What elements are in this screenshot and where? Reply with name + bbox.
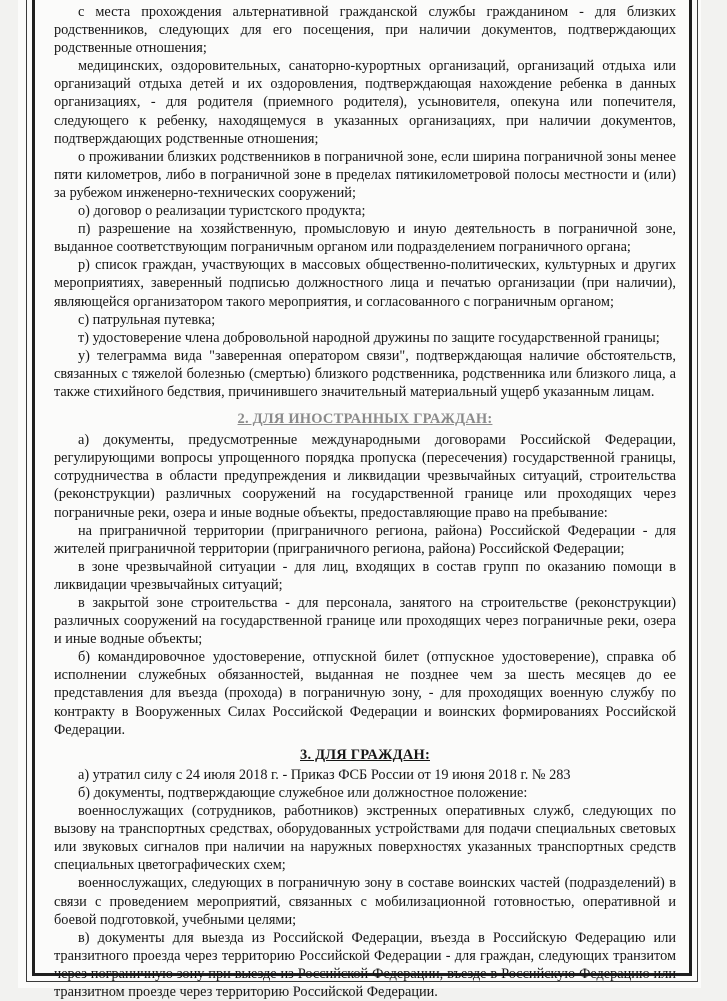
paragraph: т) удостоверение члена добровольной народной дружины по защите государственной границы; bbox=[78, 329, 660, 346]
section-heading: 3. ДЛЯ ГРАЖДАН: bbox=[300, 746, 430, 763]
paragraph: р) список граждан, участвующих в массовых общественно-политических, культурных и других мероприятиях, заверенный подписью должностного лица и печатью организации (при наличии), являющейся организатором такого мероприятия, и согласованного с пограничным органом; bbox=[54, 257, 676, 310]
paragraph: в зоне чрезвычайной ситуации - для лиц, входящих в состав групп по оказанию помощи в ликвидации чрезвычайных ситуаций; bbox=[54, 558, 676, 593]
paragraph: военнослужащих (сотрудников, работников) экстренных оперативных служб, следующих по вызову на транспортных средствах, оборудованных устройствами для подачи специальных световых или звуковых сигналов при наличии на наружных поверхностях указанных транспортных средств специальных цветографических схем; bbox=[54, 803, 676, 874]
paragraph: а) утратил силу с 24 июля 2018 г. - Приказ ФСБ России от 19 июня 2018 г. № 283 bbox=[78, 766, 571, 783]
paragraph: у) телеграмма вида "заверенная оператором связи", подтверждающая наличие обстоятельств, связанных с тяжелой болезнью (смертью) близкого родственника, родственника или близкого лица, а также стихийного бедствия, причинившего значительный материальный ущерб указанным лицам. bbox=[54, 347, 676, 400]
paragraph: медицинских, оздоровительных, санаторно-курортных организаций, организаций отдыха или организаций отдыха детей и их оздоровления, подтверждающая нахождение ребенка в данных организациях, - для родителя (приемного родителя), усыновителя, опекуна или попечителя, следующего к ребенку, находящемуся в указанных организациях, при наличии документов, подтверждающих родственные отношения; bbox=[54, 58, 676, 147]
paragraph: а) документы, предусмотренные международными договорами Российской Федерации, регулирующими вопросы упрощенного порядка пропуска (пересечения) государственной границы, сотрудничества в области предупреждения и ликвидации чрезвычайных ситуаций, строительства (реконструкции) различных сооружений на государственной границе или проходящих через пограничные реки, озера и иные водные объекты, предоставляющие право на пребывание: bbox=[54, 432, 676, 521]
paragraph: на приграничной территории (приграничного региона, района) Российской Федерации - для жителей приграничной территории (приграничного региона, района) Российской Федерации; bbox=[54, 522, 676, 557]
paragraph: с места прохождения альтернативной гражданской службы гражданином - для близких родственников, следующих для его посещения, при наличии документов, подтверждающих родственные отношения; bbox=[54, 4, 676, 57]
document-body bbox=[54, 3, 676, 1001]
paragraph: с) патрульная путевка; bbox=[78, 311, 216, 328]
paragraph: о) договор о реализации туристского продукта; bbox=[78, 203, 366, 220]
paragraph: военнослужащих, следующих в пограничную зону в составе воинских частей (подразделений) в связи с проведением мероприятий, связанных с мобилизационной готовностью, оперативной и боевой подготовкой, учебными целями; bbox=[54, 875, 676, 928]
paragraph: в закрытой зоне строительства - для персонала, занятого на строительстве (реконструкции) различных сооружений на государственной границе или проходящих через пограничные реки, озера и иные водные объекты; bbox=[54, 595, 676, 648]
section-heading: 2. ДЛЯ ИНОСТРАННЫХ ГРАЖДАН: bbox=[237, 411, 493, 428]
paragraph: п) разрешение на хозяйственную, промысловую и иную деятельность в пограничной зоне, выданное соответствующим пограничным органом или подразделением пограничного органа; bbox=[54, 221, 676, 256]
paragraph: б) документы, подтверждающие служебное или должностное положение: bbox=[78, 784, 528, 801]
paragraph: в) документы для выезда из Российской Федерации, въезда в Российскую Федерацию или транзитного проезда через территорию Российской Федерации - для граждан, следующих транзитом через пограничную зону при выезде из Российской Федерации, въезде в Российскую Федерацию или транзитном проезде через территорию Российской Федерации. bbox=[54, 929, 676, 1000]
paragraph: б) командировочное удостоверение, отпускной билет (отпускное удостоверение), справка об исполнении служебных обязанностей, выданная не позднее чем за шесть месяцев до ее представления для въезда (прохода) в пограничную зону, - для проходящих военную службу по контракту в Вооруженных Силах Российской Федерации и воинских формированиях Российской Федерации. bbox=[54, 649, 676, 738]
paragraph: о проживании близких родственников в пограничной зоне, если ширина пограничной зоны менее пяти километров, либо в пограничной зоне в пределах пятикилометровой полосы местности и (или) за рубежом инженерно-технических сооружений; bbox=[54, 148, 676, 201]
